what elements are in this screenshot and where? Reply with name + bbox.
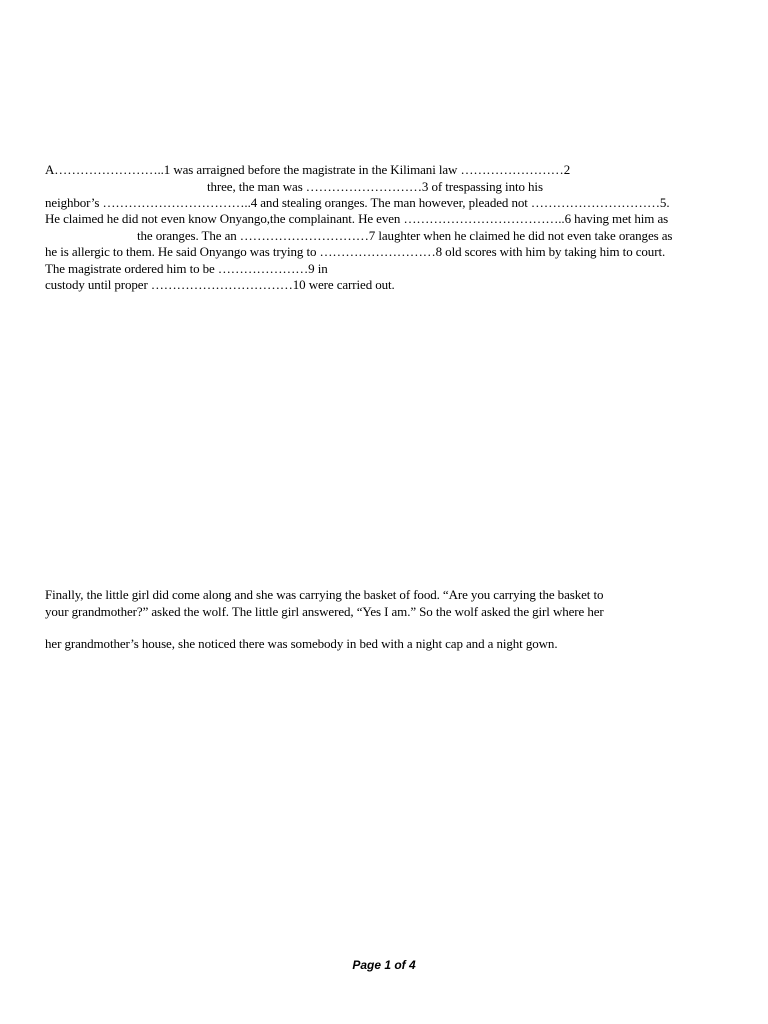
page-number: Page 1 of 4: [352, 958, 416, 972]
passage-1-line: The magistrate ordered him to be …………………9 in: [45, 261, 328, 276]
passage-1-line: A……………………..1 was arraigned before the magistrate in the Kilimani law ……………………2: [45, 162, 571, 177]
passage-2-line: her grandmother’s house, she noticed there was somebody in bed with a night cap and a night gown.: [45, 636, 558, 651]
passage-1-line: custody until proper ……………………………10 were carried out.: [45, 277, 395, 292]
passage-1-line: three, the man was ………………………3 of trespassing into his: [207, 179, 543, 194]
passage-1-line: He claimed he did not even know Onyango,the complainant. He even ………………………………..6 having met him as: [45, 211, 669, 226]
passage-2-line: your grandmother?” asked the wolf. The little girl answered, “Yes I am.” So the wolf asked the girl where her: [45, 604, 604, 619]
passage-2-line: Finally, the little girl did come along and she was carrying the basket of food. “Are you carrying the basket to: [45, 587, 604, 602]
passage-1-line: neighbor’s ……………………………..4 and stealing oranges. The man however, pleaded not …………………………5.: [45, 195, 670, 210]
passage-1-line: the oranges. The an …………………………7 laughter when he claimed he did not even take oranges as: [137, 228, 673, 243]
passage-1-line: he is allergic to them. He said Onyango was trying to ………………………8 old scores with him by taking him to court.: [45, 244, 666, 259]
